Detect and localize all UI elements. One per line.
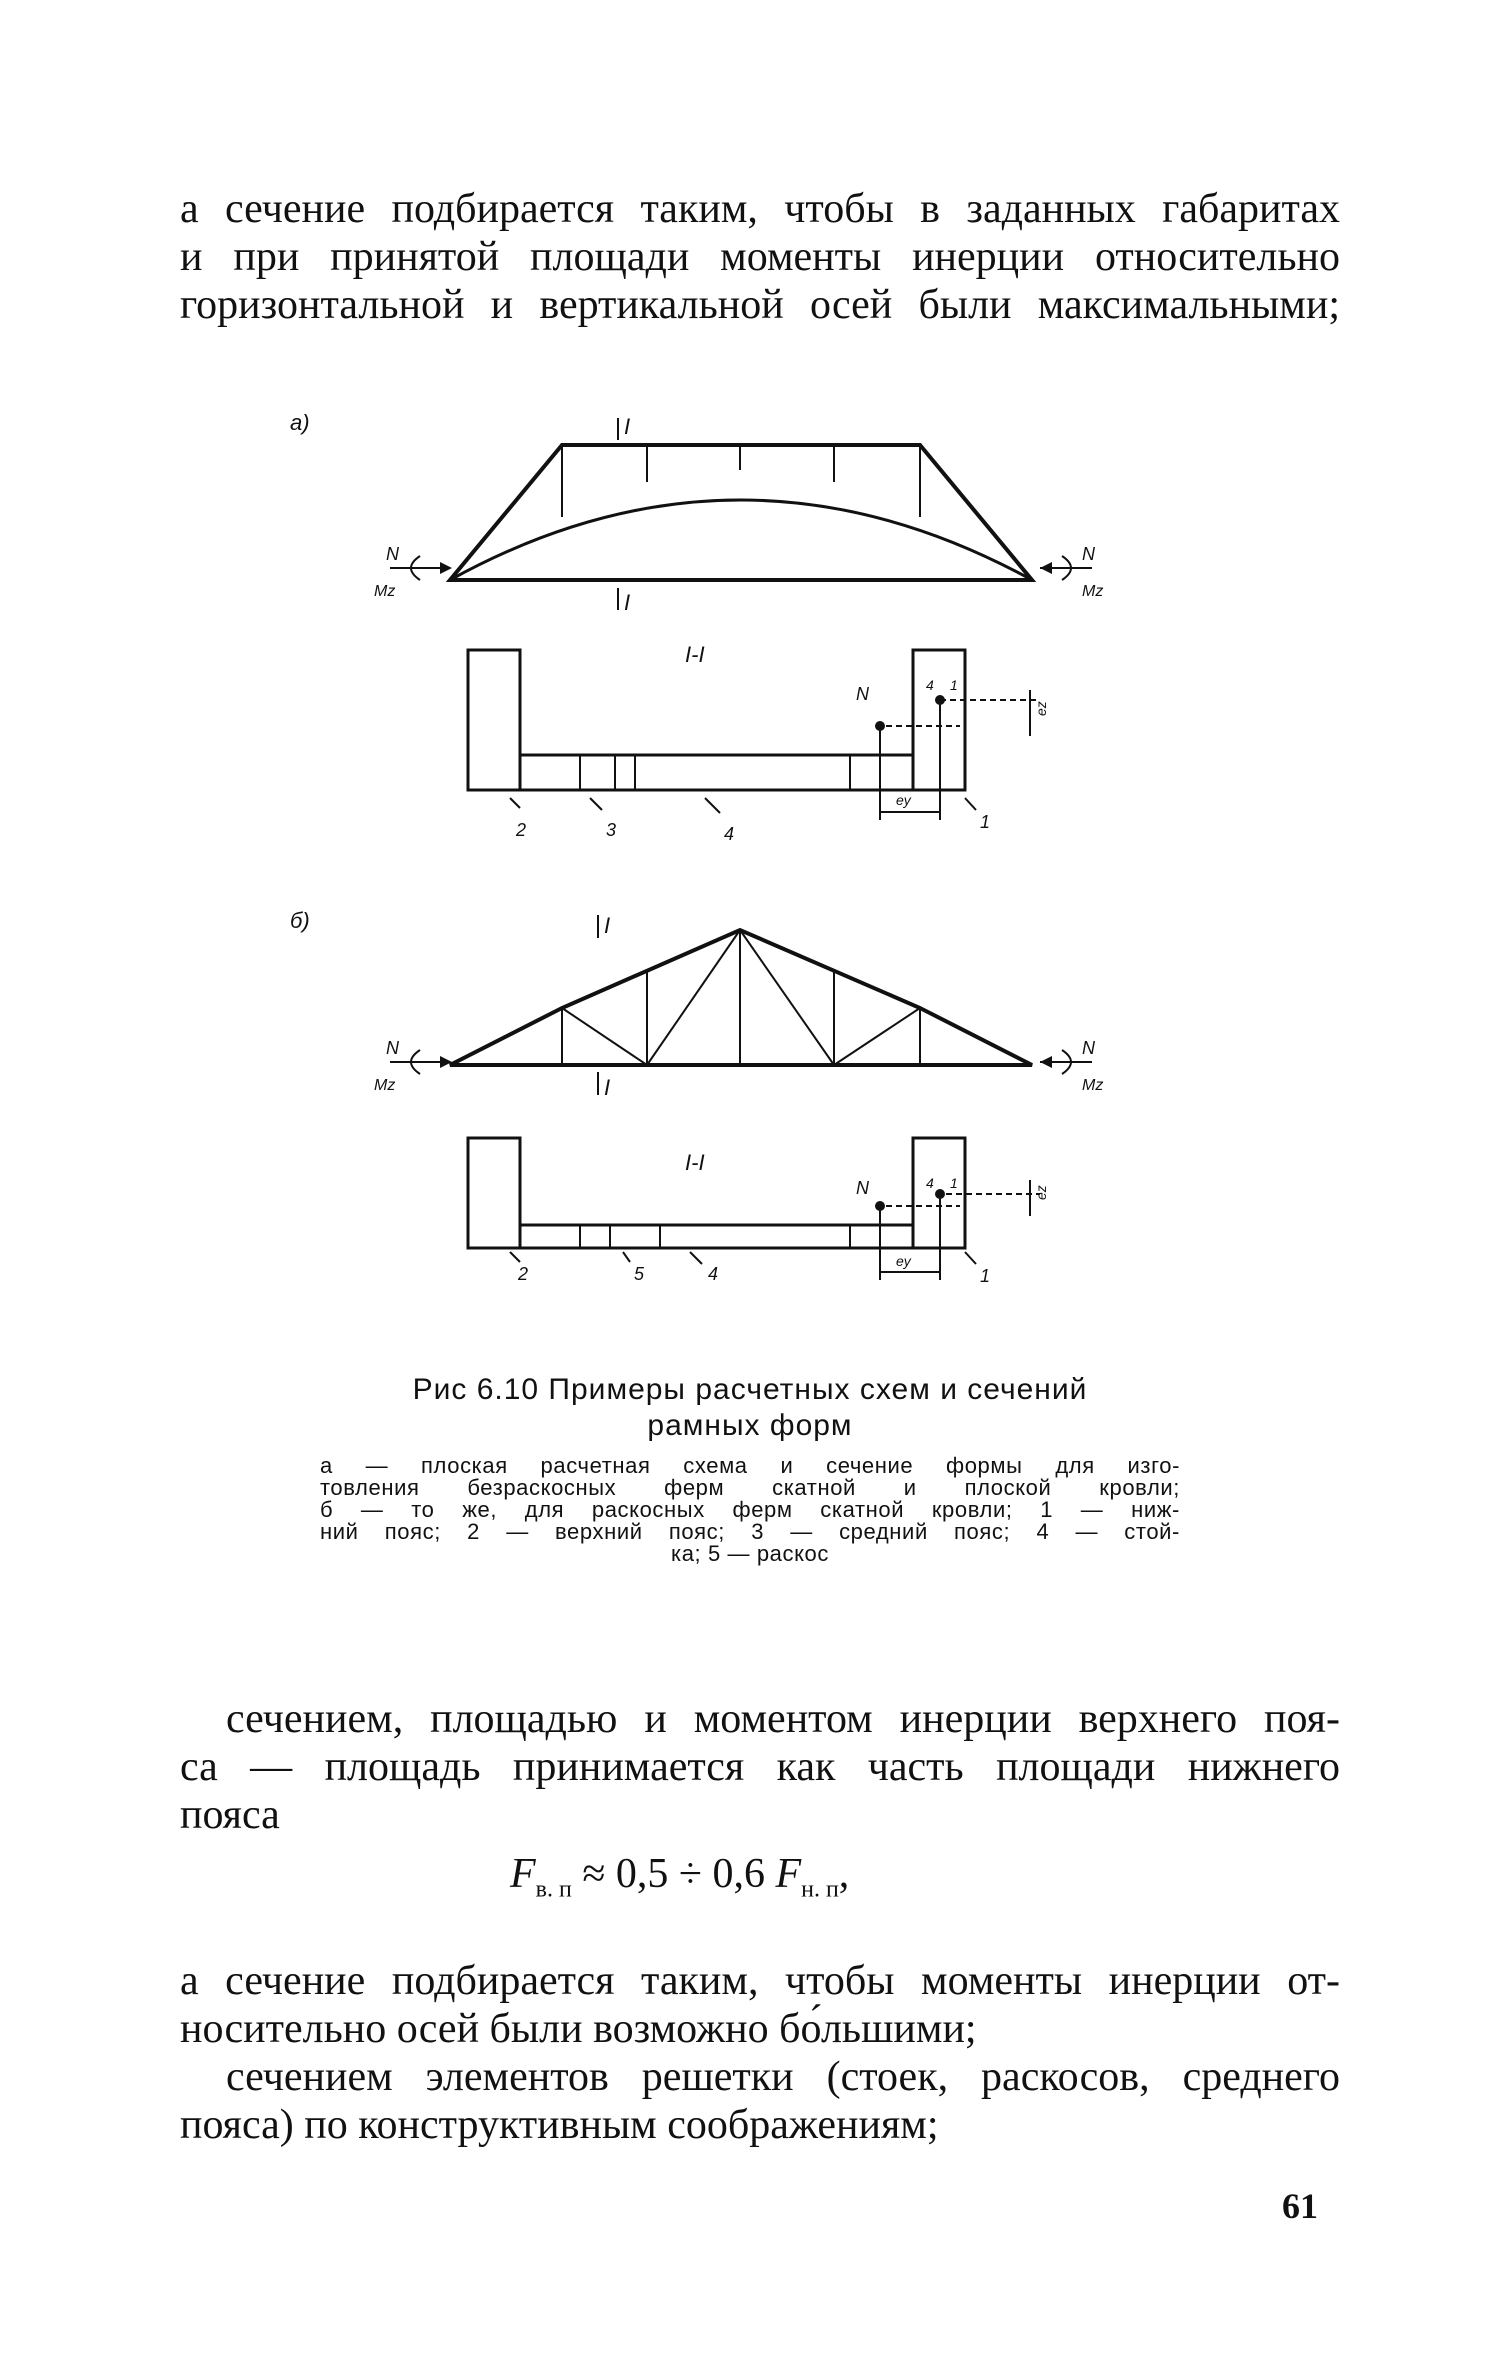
formula-rhs-sub: н. п (801, 1876, 839, 1903)
dim-ez-b: ez (1033, 1185, 1049, 1200)
legend-line: б — то же, для раскосных ферм скатной кровли; 1 — ниж- (320, 1497, 1180, 1522)
part-2-b: 2 (518, 1264, 529, 1284)
part-3-a: 3 (606, 820, 617, 840)
part-1-b: 1 (980, 1266, 991, 1286)
legend-line: ка; 5 — раскос (670, 1541, 829, 1566)
part-4-b: 4 (708, 1264, 719, 1284)
part-5-b: 5 (634, 1264, 645, 1284)
force-n-left-a: N (386, 544, 399, 564)
formula-lhs-sub: в. п (535, 1876, 572, 1903)
legend-line: а — плоская расчетная схема и сечение формы для изго- (320, 1453, 1180, 1478)
legend-line: ний пояс; 2 — верхний пояс; 3 — средний пояс; 4 — стой- (320, 1519, 1180, 1544)
label-b: б) (290, 908, 310, 933)
text-line: пояса (180, 1792, 280, 1838)
frame-schemes-figure (290, 400, 1160, 1330)
truss-a-arch (450, 500, 1032, 580)
figure-caption-legend (320, 1455, 1180, 1565)
text-line: а сечение подбирается таким, чтобы моменты инерции от- (180, 1958, 1340, 2004)
text-line: а сечение подбирается таким, чтобы в заданных габаритах (180, 186, 1340, 232)
caption-title-line: рамных форм (647, 1409, 853, 1442)
dim-ey-a: ey (896, 792, 911, 808)
text-line: пояса) по конструктивным соображениям; (180, 2102, 939, 2148)
section-title-a: I-I (685, 642, 705, 667)
page-number: 61 (1282, 2186, 1318, 2226)
formula (510, 1850, 849, 1903)
text-line: горизонтальной и вертикальной осей были максимальными; (180, 282, 1340, 328)
dim-ey-b: ey (896, 1253, 911, 1269)
formula-tail: , (838, 1851, 850, 1897)
moment-left-a: Mz (374, 583, 396, 600)
text-line: са — площадь принимается как часть площади нижнего (180, 1744, 1340, 1790)
point-n-b: N (856, 1178, 869, 1198)
point-4-b: 4 (926, 1175, 934, 1191)
section-mark-top-b: I (604, 913, 611, 938)
part-4-a: 4 (724, 824, 735, 844)
text-line: носительно осей были возможно бо́льшими; (180, 2006, 977, 2052)
text-line: и при принятой площади моменты инерции относительно (180, 234, 1340, 280)
label-a: а) (290, 410, 310, 435)
force-n-left-b: N (386, 1038, 399, 1058)
section-mark-bottom-a: I (624, 590, 631, 615)
point-1-a: 1 (950, 677, 958, 693)
dim-ez-a: ez (1033, 701, 1049, 716)
text-line: сечением, площадью и моментом инерции верхнего поя- (226, 1696, 1340, 1742)
legend-line: товления безраскосных ферм скатной и плоской кровли; (320, 1475, 1180, 1500)
point-1-b: 1 (950, 1175, 958, 1191)
paragraph-mid (180, 1695, 1340, 1839)
paragraph-top (180, 185, 1340, 329)
point-n-a: N (856, 684, 869, 704)
moment-right-b: Mz (1082, 1077, 1104, 1094)
formula-rhs: F (775, 1851, 802, 1897)
figure-caption-title (320, 1372, 1180, 1444)
section-mark-bottom-b: I (604, 1075, 611, 1100)
point-4-a: 4 (926, 677, 934, 693)
section-mark-top-a: I (624, 414, 631, 439)
paragraph-bottom (180, 1957, 1340, 2149)
force-n-right-a: N (1082, 544, 1095, 564)
caption-title-line: Рис 6.10 Примеры расчетных схем и сечений (412, 1373, 1088, 1406)
force-n-right-b: N (1082, 1038, 1095, 1058)
moment-right-a: Mz (1082, 583, 1104, 600)
text-line: сечением элементов решетки (стоек, раскосов, среднего (226, 2054, 1340, 2100)
section-title-b: I-I (685, 1150, 705, 1175)
part-1-a: 1 (980, 812, 991, 832)
formula-relation: ≈ 0,5 ÷ 0,6 (582, 1851, 776, 1897)
moment-left-b: Mz (374, 1077, 396, 1094)
formula-lhs: F (510, 1851, 536, 1897)
part-2-a: 2 (516, 820, 527, 840)
